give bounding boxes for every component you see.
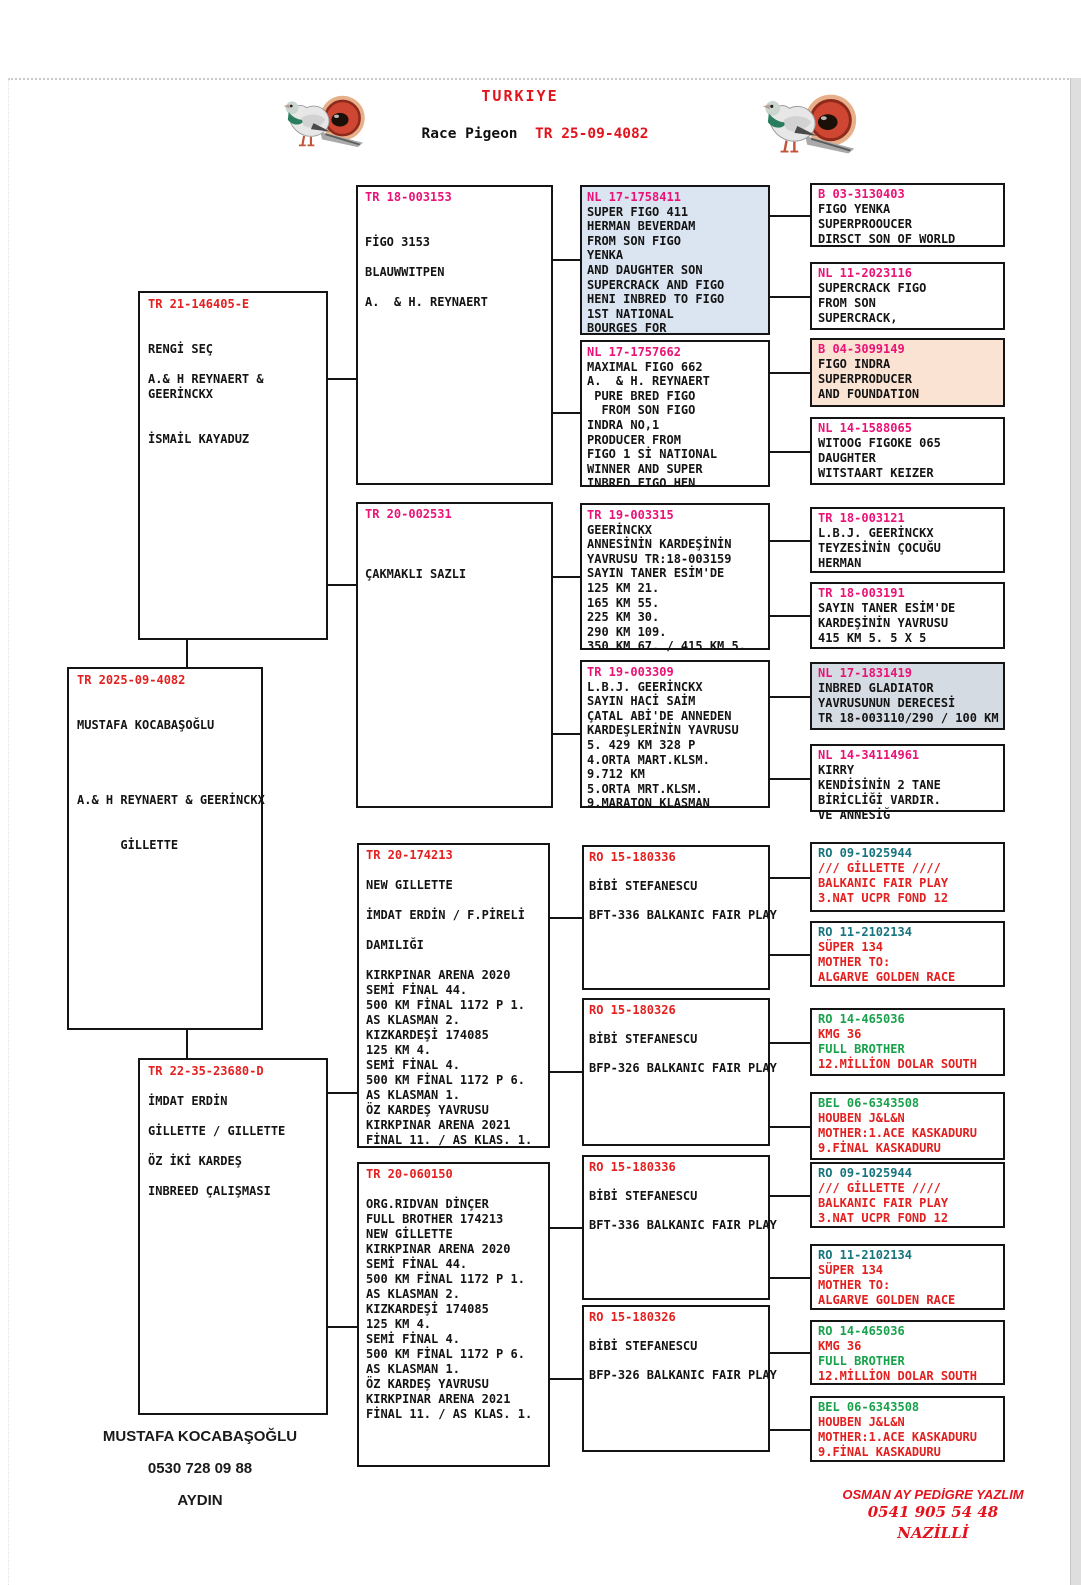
- pedigree-text-line: /// GİLLETTE ////: [818, 1181, 941, 1195]
- pedigree-text-line: SÜPER 134: [818, 940, 884, 954]
- page-left-border: [8, 78, 9, 1585]
- ring-number: RO 09-1025944: [818, 1166, 912, 1180]
- pedigree-text-line: [589, 1175, 763, 1190]
- pedigree-text-line: AS KLASMAN 2.: [366, 1013, 460, 1027]
- pedigree-text-line: L.B.J. GEERİNCKX: [818, 526, 934, 540]
- pedigree-text-line: SAYIN TANER ESİM'DE: [818, 601, 956, 615]
- box-grandparent-2: [356, 502, 553, 808]
- connector-line: [186, 640, 188, 667]
- connector-line: [553, 259, 580, 261]
- pedigree-text-line: VE ANNESİĞ: [818, 808, 891, 822]
- pedigree-text-line: [366, 893, 541, 908]
- pedigree-text-line: SAYIN TANER ESİM'DE: [587, 566, 725, 581]
- pedigree-text-line: KIRKPINAR ARENA 2020: [366, 1242, 511, 1256]
- owner-city: AYDIN: [177, 1492, 223, 1509]
- pedigree-text-line: 415 KM 5. 5 X 5: [818, 631, 927, 645]
- pedigree-text-line: 9.MARATON KLASMAN: [587, 796, 710, 811]
- box-gggp-13: [810, 1162, 1005, 1228]
- pedigree-text-line: BLAUWWITPEN: [365, 265, 445, 279]
- connector-line: [770, 451, 810, 453]
- box-gggp-15: [810, 1320, 1005, 1385]
- pedigree-text-line: İMDAT ERDİN: [148, 1094, 228, 1108]
- pedigree-text-line: ÇATAL ABİ'DE ANNEDEN: [587, 708, 732, 723]
- pedigree-text-line: KENDİSİNİN 2 TANE: [818, 778, 941, 792]
- box-ggp-3: [580, 503, 770, 654]
- pigeon-photo-left: [281, 90, 375, 158]
- box-grandparent-1: [356, 185, 553, 485]
- pedigree-text-line: PRODUCER FROM: [587, 432, 681, 447]
- pedigree-text-line: TR 18-003110/290 / 100 KM: [818, 711, 999, 725]
- pedigree-text-line: [365, 552, 544, 567]
- pedigree-text-line: [77, 733, 253, 748]
- pedigree-text-line: YENKA: [587, 248, 624, 263]
- box-gggp-12: [810, 1092, 1005, 1160]
- connector-line: [770, 540, 810, 542]
- pedigree-text-line: FULL BROTHER 174213: [366, 1212, 504, 1226]
- ring-number: RO 15-180336: [589, 850, 676, 864]
- pedigree-text-line: ÖZ İKİ KARDEŞ: [148, 1154, 242, 1168]
- pedigree-text-line: A. & H. REYNAERT: [587, 374, 710, 389]
- pedigree-text-line: HERMAN BEVERDAM: [587, 219, 696, 234]
- pedigree-text-line: 9.FİNAL KASKADURU: [818, 1445, 941, 1459]
- pedigree-text-line: BFP-326 BALKANIC FAIR PLAY: [589, 1061, 777, 1076]
- owner-phone: 0530 728 09 88: [147, 1460, 253, 1477]
- connector-line: [770, 778, 810, 780]
- box-ggp-2: [580, 340, 770, 491]
- connector-line: [770, 1042, 810, 1044]
- ring-number: B 04-3099149: [818, 342, 905, 356]
- pedigree-text-line: FIGO 1 Sİ NATIONAL: [587, 447, 718, 462]
- pedigree-text-line: [77, 778, 253, 793]
- pedigree-text-line: [366, 1182, 541, 1197]
- pedigree-text-line: [589, 1354, 763, 1369]
- software-credit-block: [828, 1487, 1038, 1544]
- connector-line: [770, 215, 810, 217]
- pedigree-text-line: SUPERCRACK,: [818, 311, 898, 325]
- ring-number: TR 2025-09-4082: [77, 673, 186, 687]
- connector-line: [328, 378, 356, 380]
- credit-phone: 0541 905 54 48: [867, 1503, 999, 1521]
- connector-line: [328, 1326, 357, 1328]
- pedigree-text-line: FULL BROTHER: [818, 1354, 905, 1368]
- pedigree-text-line: SEMİ FİNAL 44.: [366, 1257, 468, 1271]
- pedigree-text-line: RENGİ SEÇ: [148, 342, 214, 356]
- pedigree-text-line: 3.NAT UCPR FOND 12: [818, 1211, 949, 1225]
- pedigree-text-line: YAVRUSUNUN DERECESİ: [818, 696, 956, 710]
- connector-line: [770, 1429, 810, 1431]
- pedigree-text-line: 5.ORTA MRT.KLSM.: [587, 781, 703, 796]
- pedigree-text-line: 500 KM FİNAL 1172 P 1.: [366, 998, 525, 1012]
- country-title: TURKIYE: [481, 87, 559, 105]
- document-subtitle: [385, 126, 685, 142]
- ring-number: RO 15-180326: [589, 1310, 676, 1324]
- pedigree-text-line: KARDEŞİNİN YAVRUSU: [818, 616, 949, 630]
- owner-contact-block: [70, 1428, 330, 1524]
- pedigree-text-line: A.& H REYNAERT & GEERİNCKX: [77, 793, 265, 807]
- box-gggp-8: [810, 744, 1005, 822]
- pedigree-text-line: SEMİ FİNAL 4.: [366, 1058, 460, 1072]
- pedigree-text-line: MOTHER TO:: [818, 955, 891, 969]
- ring-number: RO 11-2102134: [818, 925, 912, 939]
- pigeon-photo-right: [760, 92, 868, 162]
- ring-number: TR 19-003315: [587, 508, 674, 522]
- pedigree-text-line: FIGO YENKA: [818, 202, 891, 216]
- pedigree-text-line: GİLLETTE: [77, 838, 179, 852]
- box-gggp-16: [810, 1396, 1005, 1462]
- pedigree-text-line: WITSTAART KEIZER: [818, 466, 934, 480]
- pedigree-text-line: FİGO 3153: [365, 235, 431, 249]
- pedigree-text-line: SUPERCRACK AND FIGO: [587, 277, 725, 292]
- box-ggp-6: [582, 998, 777, 1146]
- pedigree-text-line: [366, 923, 541, 938]
- box-grandparent-3: [357, 843, 550, 1148]
- pedigree-text-line: 3.NAT UCPR FOND 12: [818, 891, 949, 905]
- pedigree-text-line: AND DAUGHTER SON: [587, 262, 703, 277]
- pedigree-text-line: AS KLASMAN 2.: [366, 1287, 460, 1301]
- pedigree-text-line: BFT-336 BALKANIC FAIR PLAY: [589, 908, 777, 923]
- pedigree-text-line: [148, 1169, 318, 1184]
- pedigree-text-line: [77, 748, 253, 763]
- box-grandparent-4: [357, 1162, 550, 1467]
- box-gggp-4: [810, 417, 1005, 485]
- ring-number: NL 17-1757662: [587, 345, 681, 359]
- pedigree-text-line: DIRSCT SON OF WORLD: [818, 232, 956, 246]
- pedigree-text-line: MOTHER:1.ACE KASKADURU: [818, 1430, 977, 1444]
- pedigree-text-line: ALGARVE GOLDEN RACE: [818, 1293, 956, 1307]
- pedigree-text-line: [365, 537, 544, 552]
- pedigree-text-line: [365, 205, 544, 220]
- pedigree-text-line: NEW GİLLETTE: [366, 1227, 453, 1241]
- pedigree-text-line: [148, 1139, 318, 1154]
- pedigree-text-line: ÖZ KARDEŞ YAVRUSU: [366, 1103, 489, 1117]
- pedigree-text-line: 1ST NATIONAL: [587, 306, 674, 321]
- ring-number: TR 18-003153: [365, 190, 452, 204]
- pedigree-text-line: 290 KM 109.: [587, 624, 667, 639]
- pedigree-text-line: FİNAL 11. / AS KLAS. 1.: [366, 1133, 533, 1147]
- pedigree-text-line: BFT-336 BALKANIC FAIR PLAY: [589, 1218, 777, 1233]
- pedigree-text-line: FULL BROTHER: [818, 1042, 905, 1056]
- pedigree-text-line: [77, 808, 253, 823]
- pedigree-text-line: 125 KM 21.: [587, 580, 660, 595]
- pedigree-text-line: [589, 1325, 763, 1340]
- pedigree-text-line: FIGO INDRA: [818, 357, 891, 371]
- pedigree-text-line: ÖZ KARDEŞ YAVRUSU: [366, 1377, 489, 1391]
- pedigree-text-line: HOUBEN J&L&N: [818, 1415, 905, 1429]
- ring-number: TR 20-174213: [366, 848, 453, 862]
- pedigree-text-line: SAYIN HACİ SAİM: [587, 694, 696, 709]
- pedigree-text-line: 4.ORTA MART.KLSM.: [587, 752, 710, 767]
- ring-number: RO 14-465036: [818, 1324, 905, 1338]
- ring-number: TR 21-146405-E: [148, 297, 250, 311]
- ring-number: B 03-3130403: [818, 187, 905, 201]
- connector-line: [770, 1126, 810, 1128]
- box-gggp-3: [810, 338, 1005, 407]
- box-gggp-2: [810, 262, 1005, 330]
- pedigree-text-line: 500 KM FİNAL 1172 P 1.: [366, 1272, 525, 1286]
- pedigree-text-line: SÜPER 134: [818, 1263, 884, 1277]
- ring-number: NL 11-2023116: [818, 266, 912, 280]
- pedigree-text-line: KIZKARDEŞİ 174085: [366, 1028, 489, 1042]
- pedigree-text-line: GEERİNCKX: [587, 522, 653, 537]
- pedigree-text-line: GEERİNCKX: [148, 387, 214, 401]
- box-ggp-8: [582, 1305, 777, 1452]
- pedigree-text-line: İSMAİL KAYADUZ: [148, 432, 250, 446]
- pedigree-text-line: [365, 250, 544, 265]
- pedigree-text-line: DAMILIĞI: [366, 938, 424, 952]
- pedigree-text-line: MAXIMAL FIGO 662: [587, 359, 703, 374]
- pedigree-text-line: BOURGES FOR: [587, 321, 667, 336]
- ring-number: TR 19-003309: [587, 665, 674, 679]
- ring-number: RO 14-465036: [818, 1012, 905, 1026]
- pedigree-text-line: BİBİ STEFANESCU: [589, 1189, 698, 1204]
- pedigree-text-line: FROM SON: [818, 296, 876, 310]
- pedigree-text-line: ALGARVE GOLDEN RACE: [818, 970, 956, 984]
- pedigree-text-line: NEW GILLETTE: [366, 878, 453, 892]
- pedigree-text-line: INDRA NO,1: [587, 417, 660, 432]
- box-ggp-7: [582, 1155, 777, 1300]
- pedigree-text-line: KIRKPINAR ARENA 2021: [366, 1118, 511, 1132]
- pedigree-text-line: /// GİLLETTE ////: [818, 861, 941, 875]
- pedigree-text-line: [77, 688, 253, 703]
- ring-number: RO 15-180326: [589, 1003, 676, 1017]
- pedigree-text-line: MOTHER TO:: [818, 1278, 891, 1292]
- pedigree-text-line: [77, 763, 253, 778]
- pedigree-text-line: 500 KM FİNAL 1172 P 6.: [366, 1073, 525, 1087]
- connector-line: [770, 954, 810, 956]
- connector-line: [770, 696, 810, 698]
- page-right-edge: [1070, 78, 1081, 1585]
- pedigree-text-line: 165 KM 55.: [587, 595, 660, 610]
- ring-number: TR 20-002531: [365, 507, 452, 521]
- connector-line: [550, 917, 582, 919]
- pedigree-text-line: WITOOG FIGOKE 065: [818, 436, 941, 450]
- pedigree-text-line: SUPERCRACK FIGO: [818, 281, 927, 295]
- pedigree-text-line: [148, 1079, 318, 1094]
- box-dam: [138, 1058, 328, 1415]
- connector-line: [553, 576, 580, 578]
- ring-number: NL 17-1758411: [587, 190, 681, 204]
- pedigree-text-line: ÇAKMAKLI SAZLI: [365, 567, 467, 581]
- pedigree-text-line: BALKANIC FAIR PLAY: [818, 876, 949, 890]
- pedigree-text-line: 9.FİNAL KASKADURU: [818, 1141, 941, 1155]
- ring-number: TR 18-003191: [818, 586, 905, 600]
- pedigree-text-line: 350 KM 67. / 415 KM 5.: [587, 639, 746, 654]
- pedigree-text-line: [148, 1109, 318, 1124]
- pedigree-text-line: KIRKPINAR ARENA 2021: [366, 1392, 511, 1406]
- pedigree-text-line: MUSTAFA KOCABAŞOĞLU: [77, 718, 215, 732]
- owner-name: MUSTAFA KOCABAŞOĞLU: [102, 1428, 298, 1445]
- box-gggp-5: [810, 507, 1005, 573]
- pedigree-text-line: KIRRY: [818, 763, 855, 777]
- pedigree-text-line: 12.MİLLİON DOLAR SOUTH: [818, 1369, 977, 1383]
- pedigree-text-line: [589, 894, 763, 909]
- pedigree-text-line: 125 KM 4.: [366, 1043, 432, 1057]
- pedigree-text-line: 225 KM 30.: [587, 610, 660, 625]
- pedigree-text-line: KMG 36: [818, 1339, 862, 1353]
- pedigree-text-line: DAUGHTER: [818, 451, 876, 465]
- pedigree-text-line: BİBİ STEFANESCU: [589, 1339, 698, 1354]
- box-gggp-11: [810, 1008, 1005, 1076]
- connector-line: [550, 1378, 582, 1380]
- pedigree-text-line: 12.MİLLİON DOLAR SOUTH: [818, 1057, 977, 1071]
- pedigree-text-line: [148, 327, 318, 342]
- box-gggp-9: [810, 842, 1005, 912]
- pedigree-text-line: AS KLASMAN 1.: [366, 1362, 460, 1376]
- pedigree-text-line: YAVRUSU TR:18-003159: [587, 551, 732, 566]
- pedigree-text-line: FROM SON FIGO: [587, 403, 696, 418]
- pedigree-text-line: BALKANIC FAIR PLAY: [818, 1196, 949, 1210]
- box-gggp-1: [810, 183, 1005, 247]
- pedigree-text-line: WINNER AND SUPER: [587, 461, 703, 476]
- pedigree-text-line: AND FOUNDATION: [818, 387, 920, 401]
- connector-line: [553, 733, 580, 735]
- pedigree-text-line: [589, 865, 763, 880]
- connector-line: [770, 1352, 810, 1354]
- pedigree-text-line: SEMİ FİNAL 44.: [366, 983, 468, 997]
- pedigree-text-line: HERMAN: [818, 556, 862, 570]
- ring-number: RO 09-1025944: [818, 846, 912, 860]
- ring-number: NL 14-34114961: [818, 748, 920, 762]
- ring-number: NL 14-1588065: [818, 421, 912, 435]
- pedigree-text-line: SUPERPROOUCER: [818, 217, 912, 231]
- pedigree-text-line: TEYZESİNİN ÇOCUĞU: [818, 541, 941, 555]
- pedigree-text-line: INBRED GLADIATOR: [818, 681, 934, 695]
- ring-number: TR 18-003121: [818, 511, 905, 525]
- ring-number: TR 20-060150: [366, 1167, 453, 1181]
- pedigree-text-line: SUPER FIGO 411: [587, 204, 689, 219]
- pedigree-text-line: L.B.J. GEERİNCKX: [587, 679, 703, 694]
- page-top-border: [8, 78, 1072, 80]
- ring-number: BEL 06-6343508: [818, 1096, 920, 1110]
- pedigree-text-line: A. & H. REYNAERT: [365, 295, 488, 309]
- connector-line: [550, 1071, 582, 1073]
- pedigree-text-line: SEMİ FİNAL 4.: [366, 1332, 460, 1346]
- pedigree-text-line: HENI INBRED TO FIGO: [587, 292, 725, 307]
- pedigree-text-line: AS KLASMAN 1.: [366, 1088, 460, 1102]
- box-gggp-10: [810, 921, 1005, 987]
- pedigree-text-line: KIRKPINAR ARENA 2020: [366, 968, 511, 982]
- pedigree-text-line: PURE BRED FIGO: [587, 388, 696, 403]
- ring-number: NL 17-1831419: [818, 666, 912, 680]
- pedigree-text-line: BİRİCLİĞİ VARDIR.: [818, 793, 941, 807]
- connector-line: [553, 412, 580, 414]
- pedigree-text-line: [366, 953, 541, 968]
- pedigree-text-line: GİLLETTE / GILLETTE: [148, 1124, 286, 1138]
- connector-line: [328, 584, 356, 586]
- pedigree-text-line: [365, 522, 544, 537]
- box-gggp-14: [810, 1244, 1005, 1310]
- pedigree-text-line: [148, 402, 318, 417]
- box-ggp-5: [582, 845, 777, 990]
- pedigree-text-line: ANNESİNİN KARDEŞİNİN: [587, 537, 732, 552]
- pedigree-text-line: KARDEŞLERİNİN YAVRUSU: [587, 723, 739, 738]
- pedigree-text-line: [589, 1018, 763, 1033]
- box-ggp-4: [580, 660, 770, 811]
- pedigree-text-line: BİBİ STEFANESCU: [589, 1032, 698, 1047]
- credit-city: NAZİLLİ: [897, 1524, 969, 1542]
- connector-line: [770, 372, 810, 374]
- pedigree-text-line: 9.712 KM: [587, 767, 645, 782]
- connector-line: [186, 1030, 188, 1058]
- pedigree-text-line: [77, 823, 253, 838]
- pedigree-text-line: FROM SON FIGO: [587, 233, 681, 248]
- pedigree-text-line: SUPERPRODUCER: [818, 372, 912, 386]
- pedigree-text-line: INBRED FIGO HEN: [587, 476, 696, 491]
- connector-line: [770, 877, 810, 879]
- pedigree-text-line: [365, 280, 544, 295]
- connector-line: [770, 615, 810, 617]
- pedigree-text-line: 500 KM FİNAL 1172 P 6.: [366, 1347, 525, 1361]
- subtitle-label: Race Pigeon: [421, 126, 518, 142]
- credit-name: OSMAN AY PEDİGRE YAZLIM: [842, 1487, 1024, 1502]
- pedigree-text-line: BFP-326 BALKANIC FAIR PLAY: [589, 1368, 777, 1383]
- box-gggp-7: [810, 662, 1005, 730]
- ring-number: RO 11-2102134: [818, 1248, 912, 1262]
- connector-line: [328, 1092, 357, 1094]
- pedigree-text-line: 5. 429 KM 328 P: [587, 737, 696, 752]
- pedigree-text-line: HOUBEN J&L&N: [818, 1111, 905, 1125]
- pedigree-text-line: [148, 312, 318, 327]
- pedigree-text-line: [366, 863, 541, 878]
- ring-number: BEL 06-6343508: [818, 1400, 920, 1414]
- box-ggp-1: [580, 185, 770, 335]
- pedigree-text-line: [589, 1204, 763, 1219]
- pedigree-text-line: FİNAL 11. / AS KLAS. 1.: [366, 1407, 533, 1421]
- pedigree-text-line: ORG.RIDVAN DİNÇER: [366, 1197, 489, 1211]
- pedigree-text-line: KIZKARDEŞİ 174085: [366, 1302, 489, 1316]
- box-gggp-6: [810, 582, 1005, 649]
- pedigree-text-line: [148, 417, 318, 432]
- pedigree-text-line: INBREED ÇALIŞMASI: [148, 1184, 271, 1198]
- ring-number: TR 22-35-23680-D: [148, 1064, 264, 1078]
- pedigree-text-line: [365, 220, 544, 235]
- connector-line: [550, 1227, 582, 1229]
- subject-ring-number: TR 25-09-4082: [535, 126, 649, 142]
- ring-number: RO 15-180336: [589, 1160, 676, 1174]
- pedigree-text-line: [77, 703, 253, 718]
- connector-line: [770, 296, 810, 298]
- box-sire: [138, 291, 328, 640]
- connector-line: [770, 1277, 810, 1279]
- pedigree-text-line: KMG 36: [818, 1027, 862, 1041]
- pedigree-text-line: A.& H REYNAERT &: [148, 372, 264, 386]
- pedigree-text-line: [589, 1047, 763, 1062]
- pedigree-text-line: BİBİ STEFANESCU: [589, 879, 698, 894]
- pedigree-text-line: [148, 357, 318, 372]
- pedigree-text-line: MOTHER:1.ACE KASKADURU: [818, 1126, 977, 1140]
- pedigree-text-line: 125 KM 4.: [366, 1317, 432, 1331]
- box-subject: [67, 667, 263, 1030]
- connector-line: [770, 1195, 810, 1197]
- pedigree-text-line: İMDAT ERDİN / F.PİRELİ: [366, 908, 525, 922]
